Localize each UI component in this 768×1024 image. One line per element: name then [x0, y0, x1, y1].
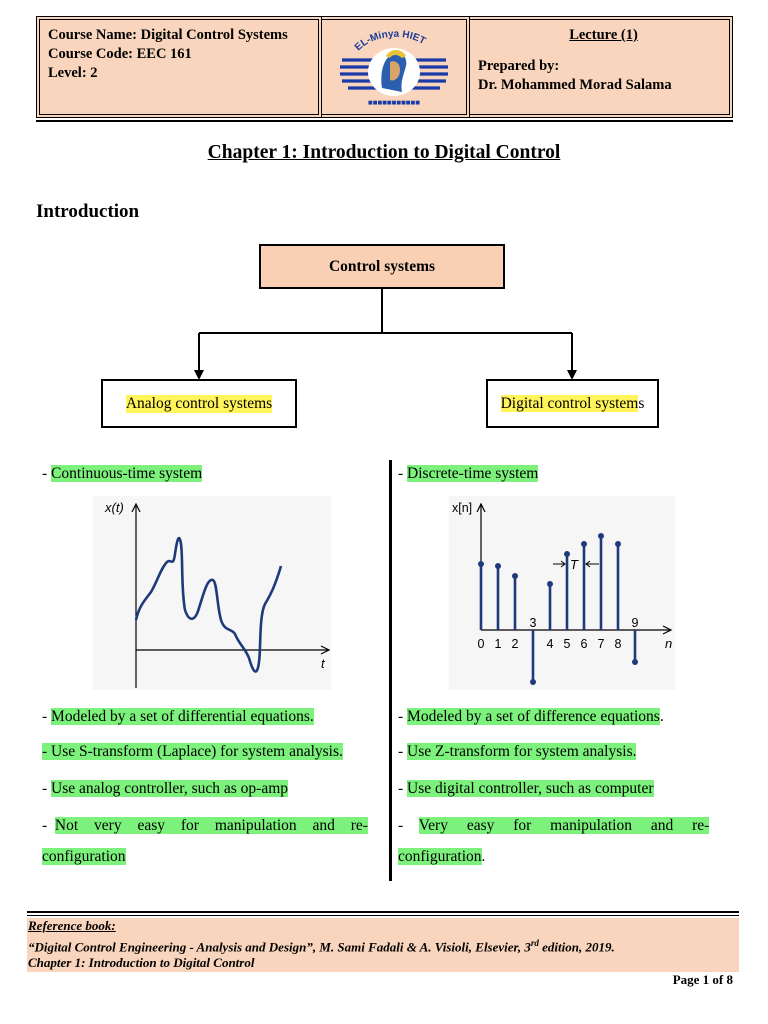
digital-y-label: x[n]	[452, 501, 473, 515]
column-divider	[389, 460, 392, 881]
course-code: Course Code: EEC 161	[48, 46, 192, 62]
analog-point-1: - Modeled by a set of differential equations.	[42, 708, 314, 725]
prepared-by-label: Prepared by:	[478, 58, 560, 74]
digital-x-label: n	[665, 636, 673, 651]
tick-1: 1	[494, 637, 502, 651]
reference-chapter: Chapter 1: Introduction to Digital Control	[28, 955, 255, 971]
digital-signal-graph	[449, 496, 675, 690]
tick-2: 2	[511, 637, 519, 651]
diagram-digital-label-tail: s	[638, 394, 645, 412]
analog-point-4-cont-text: configuration	[42, 848, 126, 865]
analog-type: - Continuous-time system	[42, 465, 203, 482]
tick-3: 3	[529, 616, 537, 630]
digital-point-1-text: Modeled by a set of difference equations	[407, 708, 660, 725]
reference-text	[28, 935, 739, 956]
digital-point-4-cont-text: configuration	[398, 848, 482, 865]
course-level: Level: 2	[48, 65, 98, 81]
diagram-connectors	[0, 0, 768, 400]
tick-0: 0	[477, 637, 485, 651]
digital-point-4: - Very easy for manipulation and re-	[398, 817, 710, 834]
analog-y-label: x(t)	[105, 500, 124, 515]
digital-point-4-text: Very easy for manipulation and re-	[418, 817, 710, 834]
analog-point-3: - Use analog controller, such as op-amp	[42, 780, 289, 797]
digital-point-1: - Modeled by a set of difference equations.	[398, 708, 664, 725]
diagram-analog-label: Analog control systems	[125, 394, 273, 412]
analog-point-2-text: - Use S-transform (Laplace) for system analysis.	[42, 743, 343, 760]
analog-point-4: - Not very easy for manipulation and re-	[42, 817, 368, 834]
course-name: Course Name: Digital Control Systems	[48, 27, 288, 43]
analog-point-1-text: Modeled by a set of differential equations.	[51, 708, 314, 725]
diagram-analog-node	[101, 379, 297, 428]
tick-9: 9	[631, 616, 639, 630]
analog-type-text: Continuous-time system	[51, 465, 203, 482]
section-title: Introduction	[36, 201, 140, 222]
page-number: Page 1 of 8	[672, 972, 733, 987]
tick-4: 4	[546, 637, 554, 651]
svg-text:EL-Minya HIET: EL-Minya HIET	[352, 28, 428, 54]
digital-point-2: - Use Z-transform for system analysis.	[398, 743, 637, 760]
digital-point-4-cont: configuration.	[398, 848, 486, 865]
analog-point-4-text: Not very easy for manipulation and re-	[54, 817, 368, 834]
reference-box	[27, 918, 739, 972]
tick-7: 7	[597, 637, 605, 651]
chapter-title: Chapter 1: Introduction to Digital Control	[207, 142, 561, 163]
analog-point-4-cont	[42, 847, 126, 867]
svg-text:■■■■■■■■■■■: ■■■■■■■■■■■	[368, 100, 420, 106]
digital-point-2-text: Use Z-transform for system analysis.	[407, 743, 637, 760]
footer-rule-thin	[27, 915, 739, 916]
digital-point-3-text: Use digital controller, such as computer	[407, 780, 654, 797]
reference-text-sup: rd	[530, 937, 539, 948]
diagram-digital-node	[486, 379, 659, 428]
digital-type: - Discrete-time system	[398, 465, 539, 482]
diagram-digital-label	[501, 395, 645, 413]
diagram-root-label: Control systems	[328, 257, 436, 275]
analog-point-2-value: Use S-transform (Laplace) for system analysis.	[51, 743, 343, 760]
tick-6: 6	[580, 637, 588, 651]
tick-5: 5	[563, 637, 571, 651]
digital-type-text: Discrete-time system	[407, 465, 539, 482]
lecture-number: Lecture (1)	[569, 27, 638, 43]
analog-x-label: t	[321, 656, 325, 671]
reference-text-tail: edition, 2019.	[538, 938, 615, 954]
author-name: Dr. Mohammed Morad Salama	[478, 77, 672, 93]
digital-point-3: - Use digital controller, such as computer	[398, 780, 654, 797]
tick-8: 8	[614, 637, 622, 651]
analog-point-3-text: Use analog controller, such as op-amp	[51, 780, 289, 797]
footer-rule	[27, 911, 739, 913]
reference-text-main: “Digital Control Engineering - Analysis and Design”, M. Sami Fadali & A. Visioli, Elsevier, 3	[28, 938, 531, 954]
analog-point-2	[42, 742, 343, 762]
period-label: T	[570, 557, 578, 572]
diagram-digital-label-main: Digital control system	[500, 394, 639, 412]
analog-signal-graph	[93, 496, 331, 690]
reference-title: Reference book:	[28, 918, 116, 933]
